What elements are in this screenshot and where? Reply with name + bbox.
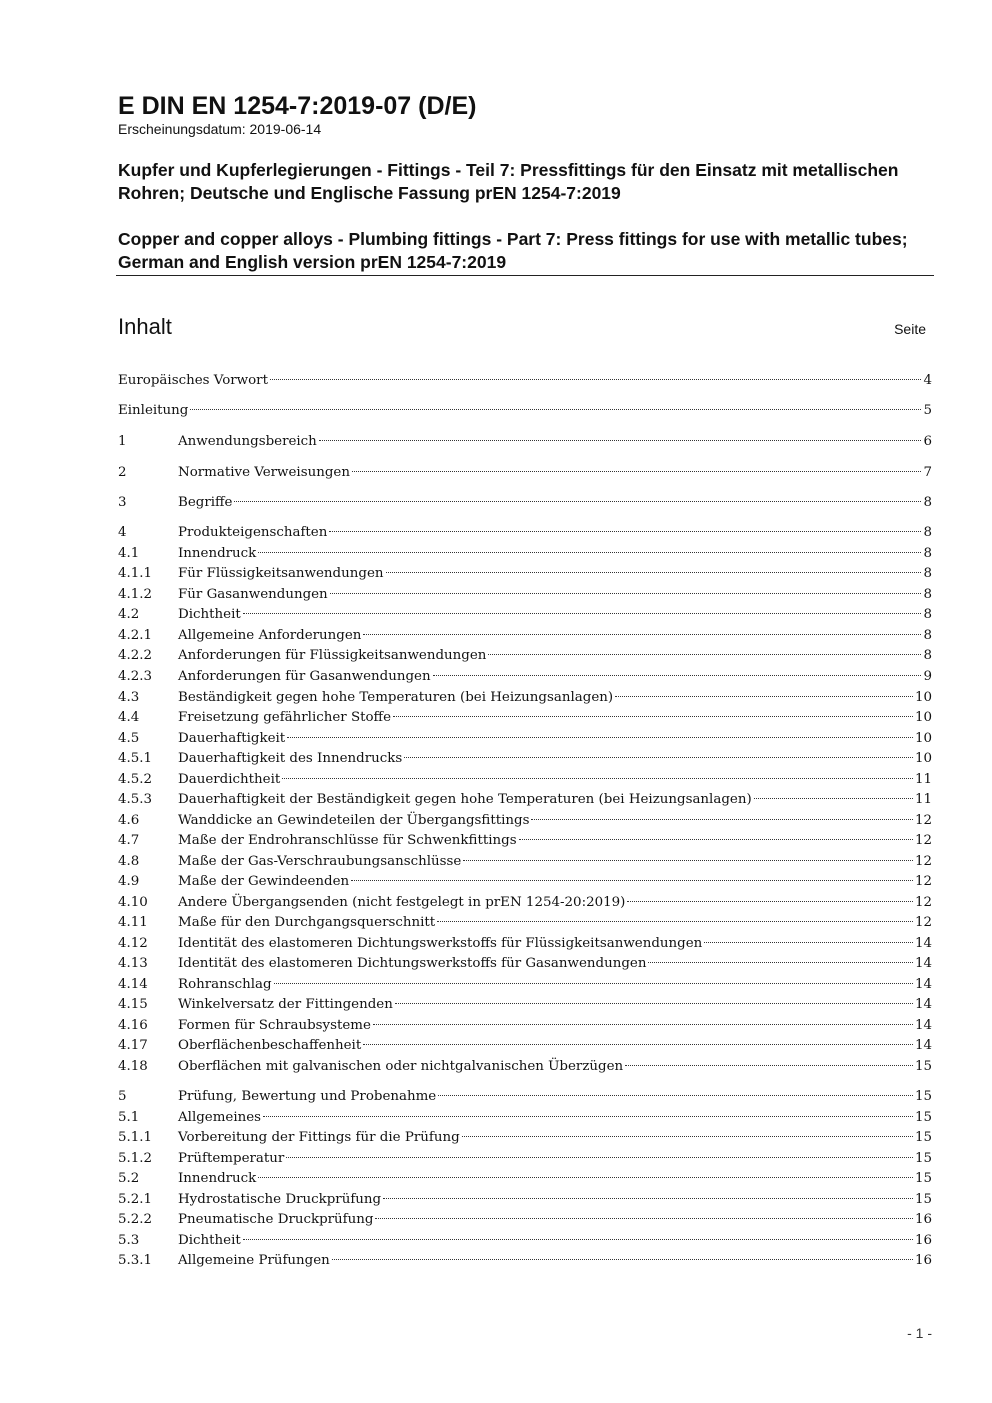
toc-entry[interactable] xyxy=(118,401,932,421)
toc-dot-leader xyxy=(531,819,912,820)
toc-dot-leader xyxy=(488,654,921,655)
toc-entry-number: 3 xyxy=(118,495,127,510)
toc-entry-page: 14 xyxy=(914,997,932,1012)
toc-entry-title: Innendruck xyxy=(178,546,257,561)
toc-entry[interactable] xyxy=(118,1108,932,1128)
toc-entry-page: 12 xyxy=(914,915,932,930)
toc-entry[interactable] xyxy=(118,1231,932,1251)
toc-entry-number: 4.9 xyxy=(118,874,140,889)
toc-entry[interactable] xyxy=(118,493,932,513)
toc-entry-title: Vorbereitung der Fittings für die Prüfung xyxy=(178,1130,460,1145)
toc-entry[interactable] xyxy=(118,688,932,708)
toc-entry-title: Dauerhaftigkeit des Innendrucks xyxy=(178,751,403,766)
toc-entry[interactable] xyxy=(118,770,932,790)
toc-entry-number: 4.2 xyxy=(118,607,140,622)
toc-entry-title: Winkelversatz der Fittingenden xyxy=(178,997,393,1012)
toc-entry[interactable] xyxy=(118,852,932,872)
toc-entry[interactable] xyxy=(118,564,932,584)
toc-entry-title: Produkteigenschaften xyxy=(178,525,328,540)
toc-entry-title: Prüfung, Bewertung und Probenahme xyxy=(178,1089,437,1104)
toc-entry-page: 5 xyxy=(923,403,932,418)
toc-entry[interactable] xyxy=(118,995,932,1015)
toc-entry-number: 2 xyxy=(118,465,127,480)
toc-entry-number: 4.12 xyxy=(118,936,148,951)
toc-entry-title: Dichtheit xyxy=(178,607,241,622)
toc-entry-page: 12 xyxy=(914,895,932,910)
toc-entry[interactable] xyxy=(118,893,932,913)
toc-entry[interactable] xyxy=(118,975,932,995)
toc-entry-page: 14 xyxy=(914,956,932,971)
toc-entry-page: 16 xyxy=(914,1233,932,1248)
toc-dot-leader xyxy=(393,716,913,717)
toc-dot-leader xyxy=(383,1198,913,1199)
toc-dot-leader xyxy=(263,1116,913,1117)
toc-dot-leader xyxy=(754,798,913,799)
toc-dot-leader xyxy=(329,531,921,532)
toc-entry-title: Maße der Endrohranschlüsse für Schwenkfittings xyxy=(178,833,517,848)
toc-entry-number: 5 xyxy=(118,1089,127,1104)
toc-entry-number: 4.15 xyxy=(118,997,148,1012)
toc-entry-page: 8 xyxy=(923,628,932,643)
toc-dot-leader xyxy=(404,757,913,758)
toc-entry-page: 8 xyxy=(923,648,932,663)
toc-entry-number: 5.2.1 xyxy=(118,1192,153,1207)
toc-dot-leader xyxy=(648,962,912,963)
toc-entry[interactable] xyxy=(118,811,932,831)
toc-dot-leader xyxy=(274,983,913,984)
toc-dot-leader xyxy=(437,921,913,922)
toc-entry-page: 6 xyxy=(923,434,932,449)
toc-entry-page: 12 xyxy=(914,874,932,889)
toc-dot-leader xyxy=(363,1044,913,1045)
toc-entry[interactable] xyxy=(118,1087,932,1107)
toc-entry-title: Allgemeine Anforderungen xyxy=(178,628,362,643)
title-german: Kupfer und Kupferlegierungen - Fittings - Teil 7: Pressfittings für den Einsatz mit metallischen Rohren; Deutsche und Englische Fassung prEN 1254-7:2019 xyxy=(118,160,899,203)
toc-entry-title: Begriffe xyxy=(178,495,233,510)
toc-entry[interactable] xyxy=(118,790,932,810)
toc-entry-title: Beständigkeit gegen hohe Temperaturen (bei Heizungsanlagen) xyxy=(178,690,614,705)
toc-entry-number: 4.17 xyxy=(118,1038,148,1053)
toc-entry-number: 5.1 xyxy=(118,1110,140,1125)
toc-dot-leader xyxy=(463,860,913,861)
toc-entry-page: 15 xyxy=(914,1171,932,1186)
toc-entry-number: 4.3 xyxy=(118,690,140,705)
toc-dot-leader xyxy=(332,1259,913,1260)
toc-entry-page: 10 xyxy=(914,710,932,725)
toc-entry[interactable] xyxy=(118,1128,932,1148)
toc-entry-title: Allgemeines xyxy=(178,1110,262,1125)
toc-dot-leader xyxy=(243,1239,913,1240)
toc-entry-page: 10 xyxy=(914,751,932,766)
toc-entry-number: 4.5.2 xyxy=(118,772,153,787)
toc-entry[interactable] xyxy=(118,1210,932,1230)
toc-entry-title: Dichtheit xyxy=(178,1233,241,1248)
toc-entry-page: 11 xyxy=(914,772,932,787)
toc-entry[interactable] xyxy=(118,954,932,974)
toc-entry-title: Einleitung xyxy=(118,403,189,418)
toc-dot-leader xyxy=(234,501,921,502)
toc-entry-number: 4.7 xyxy=(118,833,140,848)
toc-entry-title: Wanddicke an Gewindeteilen der Übergangsfittings xyxy=(178,813,530,828)
toc-entry[interactable] xyxy=(118,1016,932,1036)
toc-entry-page: 9 xyxy=(923,669,932,684)
toc-entry[interactable] xyxy=(118,523,932,543)
toc-entry-number: 1 xyxy=(118,434,127,449)
toc-entry-title: Anforderungen für Gasanwendungen xyxy=(178,669,431,684)
toc-entry-title: Allgemeine Prüfungen xyxy=(178,1253,330,1268)
toc-entry-page: 7 xyxy=(923,465,932,480)
toc-entry-page: 8 xyxy=(923,587,932,602)
toc-entry-page: 15 xyxy=(914,1059,932,1074)
toc-entry-page: 4 xyxy=(923,373,932,388)
toc-entry-page: 8 xyxy=(923,566,932,581)
toc-entry-title: Anforderungen für Flüssigkeitsanwendungen xyxy=(178,648,487,663)
toc-entry-number: 4.18 xyxy=(118,1059,148,1074)
toc-entry-title: Dauerhaftigkeit der Beständigkeit gegen hohe Temperaturen (bei Heizungsanlagen) xyxy=(178,792,752,807)
toc-entry-number: 4.2.1 xyxy=(118,628,153,643)
toc-heading: Inhalt xyxy=(118,314,172,339)
toc-entry[interactable] xyxy=(118,831,932,851)
toc-dot-leader xyxy=(704,942,913,943)
toc-entry-page: 10 xyxy=(914,690,932,705)
toc-entry-number: 4.10 xyxy=(118,895,148,910)
toc-entry[interactable] xyxy=(118,626,932,646)
toc-entry-page: 8 xyxy=(923,607,932,622)
toc-entry-title: Identität des elastomeren Dichtungswerkstoffs für Flüssigkeitsanwendungen xyxy=(178,936,703,951)
toc-dot-leader xyxy=(519,839,913,840)
toc-dot-leader xyxy=(363,634,921,635)
toc-dot-leader xyxy=(258,552,921,553)
publication-date: Erscheinungsdatum: 2019-06-14 xyxy=(118,121,322,137)
toc-dot-leader xyxy=(258,1177,913,1178)
toc-entry-page: 12 xyxy=(914,854,932,869)
toc-entry[interactable] xyxy=(118,585,932,605)
toc-entry[interactable] xyxy=(118,544,932,564)
toc-entry-title: Normative Verweisungen xyxy=(178,465,350,480)
toc-entry-number: 4.6 xyxy=(118,813,140,828)
toc-dot-leader xyxy=(433,675,922,676)
toc-dot-leader xyxy=(319,440,922,441)
toc-dot-leader xyxy=(625,1065,913,1066)
toc-entry-number: 4.5 xyxy=(118,731,140,746)
toc-entry-number: 4.4 xyxy=(118,710,140,725)
toc-entry-page: 10 xyxy=(914,731,932,746)
toc-entry[interactable] xyxy=(118,729,932,749)
toc-entry[interactable] xyxy=(118,432,932,452)
toc-entry-title: Pneumatische Druckprüfung xyxy=(178,1212,374,1227)
toc-entry-title: Anwendungsbereich xyxy=(178,434,317,449)
toc-entry[interactable] xyxy=(118,934,932,954)
toc-dot-leader xyxy=(330,593,922,594)
toc-dot-leader xyxy=(615,696,913,697)
toc-entry-number: 4 xyxy=(118,525,127,540)
toc-entry[interactable] xyxy=(118,463,932,483)
toc-entry[interactable] xyxy=(118,1190,932,1210)
toc-entry[interactable] xyxy=(118,1036,932,1056)
toc-entry[interactable] xyxy=(118,371,932,391)
toc-entry[interactable] xyxy=(118,913,932,933)
toc-entry[interactable] xyxy=(118,605,932,625)
toc-entry[interactable] xyxy=(118,1169,932,1189)
title-english: Copper and copper alloys - Plumbing fittings - Part 7: Press fittings for use with metallic tubes; German and English version prEN 1254-7:2019 xyxy=(118,229,908,272)
toc-entry-title: Für Gasanwendungen xyxy=(178,587,328,602)
toc-entry-page: 14 xyxy=(914,936,932,951)
toc-entry-number: 5.1.2 xyxy=(118,1151,153,1166)
toc-entry-page: 8 xyxy=(923,495,932,510)
toc-entry-number: 4.14 xyxy=(118,977,148,992)
toc-entry[interactable] xyxy=(118,1251,932,1271)
toc-entry-page: 16 xyxy=(914,1212,932,1227)
toc-entry-title: Innendruck xyxy=(178,1171,257,1186)
toc-dot-leader xyxy=(462,1136,913,1137)
page-number: - 1 - xyxy=(907,1325,932,1341)
toc-dot-leader xyxy=(286,1157,913,1158)
toc-entry-title: Hydrostatische Druckprüfung xyxy=(178,1192,382,1207)
toc-entry[interactable] xyxy=(118,1057,932,1077)
toc-dot-leader xyxy=(438,1095,913,1096)
toc-dot-leader xyxy=(243,613,922,614)
toc-entry[interactable] xyxy=(118,708,932,728)
toc-entry-title: Freisetzung gefährlicher Stoffe xyxy=(178,710,391,725)
toc-entry-page: 15 xyxy=(914,1151,932,1166)
toc-entry-title: Maße der Gewindeenden xyxy=(178,874,350,889)
toc-entry-page: 15 xyxy=(914,1110,932,1125)
toc-dot-leader xyxy=(352,471,922,472)
toc-entry-number: 4.2.3 xyxy=(118,669,153,684)
toc-dot-leader xyxy=(351,880,913,881)
toc-entry-number: 4.5.3 xyxy=(118,792,153,807)
toc-entry-number: 4.5.1 xyxy=(118,751,153,766)
toc-entry-title: Prüftemperatur xyxy=(178,1151,285,1166)
toc-entry-title: Identität des elastomeren Dichtungswerkstoffs für Gasanwendungen xyxy=(178,956,647,971)
toc-entry[interactable] xyxy=(118,646,932,666)
toc-entry-number: 4.1.1 xyxy=(118,566,153,581)
toc-entry-number: 4.16 xyxy=(118,1018,148,1033)
toc-entry-number: 5.2 xyxy=(118,1171,140,1186)
toc-entry-page: 15 xyxy=(914,1130,932,1145)
toc-entry-title: Oberflächenbeschaffenheit xyxy=(178,1038,362,1053)
toc-entry-number: 5.3 xyxy=(118,1233,140,1248)
toc-dot-leader xyxy=(287,737,913,738)
toc-entry-page: 14 xyxy=(914,1018,932,1033)
toc-entry-title: Maße für den Durchgangsquerschnitt xyxy=(178,915,436,930)
toc-dot-leader xyxy=(375,1218,913,1219)
toc-entry[interactable] xyxy=(118,667,932,687)
toc-entry-page: 8 xyxy=(923,525,932,540)
toc-entry-number: 5.1.1 xyxy=(118,1130,153,1145)
toc-dot-leader xyxy=(270,379,922,380)
toc-entry-number: 5.3.1 xyxy=(118,1253,153,1268)
toc-entry-title: Andere Übergangsenden (nicht festgelegt in prEN 1254-20:2019) xyxy=(178,895,626,910)
toc-entry-page: 8 xyxy=(923,546,932,561)
toc-entry-title: Dauerhaftigkeit xyxy=(178,731,286,746)
toc-dot-leader xyxy=(190,409,921,410)
toc-entry-page: 15 xyxy=(914,1089,932,1104)
toc-entry-page: 12 xyxy=(914,813,932,828)
toc-entry-number: 4.13 xyxy=(118,956,148,971)
toc-entry-title: Dauerdichtheit xyxy=(178,772,281,787)
toc-dot-leader xyxy=(627,901,913,902)
toc-entry-page: 14 xyxy=(914,977,932,992)
toc-entry-title: Europäisches Vorwort xyxy=(118,373,268,388)
toc-dot-leader xyxy=(386,572,922,573)
toc-page-column-label: Seite xyxy=(894,321,926,337)
toc-entry-number: 4.2.2 xyxy=(118,648,153,663)
toc-dot-leader xyxy=(373,1024,913,1025)
toc-entry-number: 5.2.2 xyxy=(118,1212,153,1227)
toc-entry-page: 12 xyxy=(914,833,932,848)
toc-entry-page: 15 xyxy=(914,1192,932,1207)
toc-entry-title: Oberflächen mit galvanischen oder nichtgalvanischen Überzügen xyxy=(178,1059,624,1074)
toc-entry-title: Formen für Schraubsysteme xyxy=(178,1018,371,1033)
toc-entry[interactable] xyxy=(118,749,932,769)
document-id: E DIN EN 1254-7:2019-07 (D/E) xyxy=(118,92,477,120)
toc-entry-number: 4.1 xyxy=(118,546,140,561)
toc-dot-leader xyxy=(395,1003,913,1004)
toc-entry-page: 16 xyxy=(914,1253,932,1268)
toc-entry-title: Rohranschlag xyxy=(178,977,272,992)
toc-entry-number: 4.11 xyxy=(118,915,148,930)
toc-dot-leader xyxy=(282,778,913,779)
toc-entry[interactable] xyxy=(118,1149,932,1169)
toc-entry-title: Maße der Gas-Verschraubungsanschlüsse xyxy=(178,854,462,869)
toc-entry-page: 11 xyxy=(914,792,932,807)
toc-entry-title: Für Flüssigkeitsanwendungen xyxy=(178,566,384,581)
toc-entry[interactable] xyxy=(118,872,932,892)
toc-entry-page: 14 xyxy=(914,1038,932,1053)
toc-entry-number: 4.8 xyxy=(118,854,140,869)
toc-entry-number: 4.1.2 xyxy=(118,587,153,602)
